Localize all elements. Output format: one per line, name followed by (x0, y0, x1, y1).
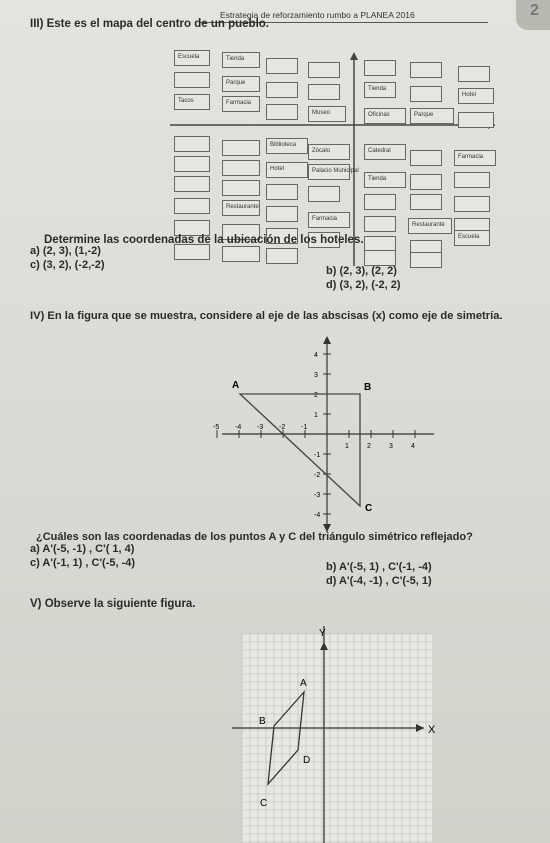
map-label-tacos: Tacos (178, 98, 194, 104)
map-cell-empty (174, 244, 210, 260)
map-cell-biblioteca (266, 138, 308, 154)
map-cell-farmacia-center (308, 212, 350, 228)
map-cell-tienda-top (222, 52, 260, 68)
point-d-label: D (303, 755, 311, 766)
map-label-museo: Museo (312, 110, 331, 116)
map-cell-empty (266, 82, 298, 98)
map-label-escuela-top: Escuela (178, 54, 200, 60)
page-corner (516, 0, 550, 30)
point-c-label: C (365, 503, 373, 514)
map-label-escuela-bottom: Escuela (458, 234, 480, 240)
q3-option-c[interactable]: c) (3, 2), (-2,-2) (30, 259, 105, 271)
q3-question: Determine las coordenadas de la ubicación de los hoteles. (44, 234, 364, 246)
map-cell-empty (174, 198, 210, 214)
map-label-palacio: Palacio Municipal (312, 168, 359, 174)
map-cell-empty (410, 62, 442, 78)
map-cell-restaurante-right (408, 218, 452, 234)
x-tick-label: 1 (345, 443, 349, 450)
q5-intro: V) Observe la siguiente figura. (30, 598, 196, 610)
map-label-tienda-top: Tienda (226, 56, 245, 62)
map-cell-farmacia-left (222, 96, 260, 112)
map-cell-empty (174, 156, 210, 172)
map-cell-empty (222, 246, 260, 262)
map-label-tienda-center: Tienda (368, 176, 387, 182)
map-cell-farmacia-right (454, 150, 496, 166)
q4-option-d[interactable]: d) A'(-4, -1) , C'(-5, 1) (326, 575, 432, 587)
map-cell-palacio (308, 164, 359, 180)
map-cell-museo (308, 106, 346, 122)
map-cell-empty (410, 174, 442, 190)
map-cell-empty (174, 72, 210, 88)
point-b-label: B (259, 716, 266, 727)
x-tick-label: 4 (411, 443, 415, 450)
point-a-label: A (300, 678, 307, 689)
page-number: 2 (530, 2, 539, 19)
map-cell-empty (410, 86, 442, 102)
map-cell-empty (222, 160, 260, 176)
y-tick-label: -1 (314, 452, 321, 459)
x-tick-label: 3 (389, 443, 393, 450)
map-cell-empty (308, 62, 340, 78)
map-cell-escuela-bottom (454, 230, 490, 246)
point-c-label: C (260, 798, 268, 809)
map-cell-empty (410, 194, 442, 210)
map-cell-hotel-right (458, 88, 494, 104)
map-label-catedral: Catedral (368, 148, 391, 154)
grid-background (242, 634, 432, 843)
map-cell-empty (308, 186, 340, 202)
map-label-oficinas: Oficinas (368, 112, 390, 118)
map-cell-empty (458, 66, 490, 82)
map-cell-hotel-center (266, 162, 308, 178)
map-cell-empty (266, 206, 298, 222)
map-cell-empty (410, 252, 442, 268)
map-label-farmacia-center: Farmacia (312, 216, 338, 222)
map-cell-empty (458, 112, 494, 128)
y-tick-label: 2 (314, 392, 318, 399)
x-tick-label: -5 (213, 424, 220, 431)
map-label-restaurante-left: Restaurante (226, 204, 259, 210)
map-label-restaurante-right: Restaurante (412, 222, 445, 228)
y-tick-label: -3 (314, 492, 321, 499)
map-cell-empty (266, 104, 298, 120)
map-cell-empty (454, 172, 490, 188)
map-cell-empty (364, 216, 396, 232)
map-label-parque-right: Parque (414, 112, 434, 118)
map-cell-empty (266, 58, 298, 74)
map-label-hotel-center: Hotel (270, 166, 285, 172)
map-cell-oficinas (364, 108, 406, 124)
y-tick-label: -2 (314, 472, 321, 479)
q4-option-a[interactable]: a) A'(-5, -1) , C'( 1, 4) (30, 543, 135, 555)
y-tick-label: 1 (314, 412, 318, 419)
x-tick-label: -4 (235, 424, 242, 431)
map-cell-empty (454, 196, 490, 212)
header-title: Estrategia de reforzamiento rumbo a PLANEA 2016 (220, 10, 415, 20)
map-label-tienda-right: Tienda (368, 86, 387, 92)
reflection-graph (213, 336, 440, 532)
q3-option-b[interactable]: b) (2, 3), (2, 2) (326, 265, 397, 277)
map-cell-escuela-top (174, 50, 210, 66)
map-label-zocalo: Zócalo (312, 148, 331, 154)
q3-option-a[interactable]: a) (2, 3), (1,-2) (30, 245, 101, 257)
map-cell-empty (364, 60, 396, 76)
map-cell-tienda-right (364, 82, 396, 98)
map-cell-empty (364, 250, 396, 266)
map-cell-catedral (364, 144, 406, 160)
map-label-hotel-right: Hotel (462, 92, 477, 98)
y-axis-arrow-icon (323, 336, 331, 344)
y-tick-label: 3 (314, 372, 318, 379)
map-cell-empty (174, 136, 210, 152)
map-cell-parque-right (410, 108, 454, 124)
x-axis-label: X (428, 724, 436, 736)
map-cell-empty (222, 140, 260, 156)
q4-option-b[interactable]: b) A'(-5, 1) , C'(-1, -4) (326, 561, 432, 573)
y-tick-label: -4 (314, 512, 321, 519)
x-tick-label: -2 (279, 424, 286, 431)
grid-figure (228, 622, 450, 843)
map-cell-tienda-center (364, 172, 406, 188)
q4-question: ¿Cuáles son las coordenadas de los puntos A y C del triángulo simétrico reflejado? (36, 531, 473, 543)
x-tick-label: 2 (367, 443, 371, 450)
map-label-farmacia-right: Farmacia (458, 154, 484, 160)
x-tick-label: -1 (301, 424, 308, 431)
map-cell-restaurante-left (222, 200, 260, 216)
triangle-abc (240, 394, 360, 506)
map-cell-empty (266, 248, 298, 264)
map-label-parque-left: Parque (226, 80, 246, 86)
map-label-biblioteca: Biblioteca (270, 142, 297, 148)
q3-option-d[interactable]: d) (3, 2), (-2, 2) (326, 279, 401, 291)
q3-intro: III) Este es el mapa del centro de un pueblo. (30, 18, 270, 30)
q4-intro: IV) En la figura que se muestra, considere al eje de las abscisas (x) como eje de simetría. (30, 310, 503, 322)
map-cell-empty (174, 176, 210, 192)
map-cell-tacos (174, 94, 210, 110)
x-tick-label: -3 (257, 424, 264, 431)
q4-option-c[interactable]: c) A'(-1, 1) , C'(-5, -4) (30, 557, 136, 569)
map-cell-parque-left (222, 76, 260, 92)
map-cell-empty (410, 150, 442, 166)
map-cell-empty (222, 180, 260, 196)
y-axis-label: Y (319, 628, 326, 639)
map-cell-empty (266, 184, 298, 200)
point-a-label: A (232, 380, 240, 391)
y-tick-label: 4 (314, 352, 318, 359)
point-b-label: B (364, 382, 372, 393)
map-label-farmacia-left: Farmacia (226, 100, 252, 106)
map-cell-empty (308, 84, 340, 100)
map-cell-empty (364, 194, 396, 210)
map-cell-zocalo (308, 144, 350, 160)
